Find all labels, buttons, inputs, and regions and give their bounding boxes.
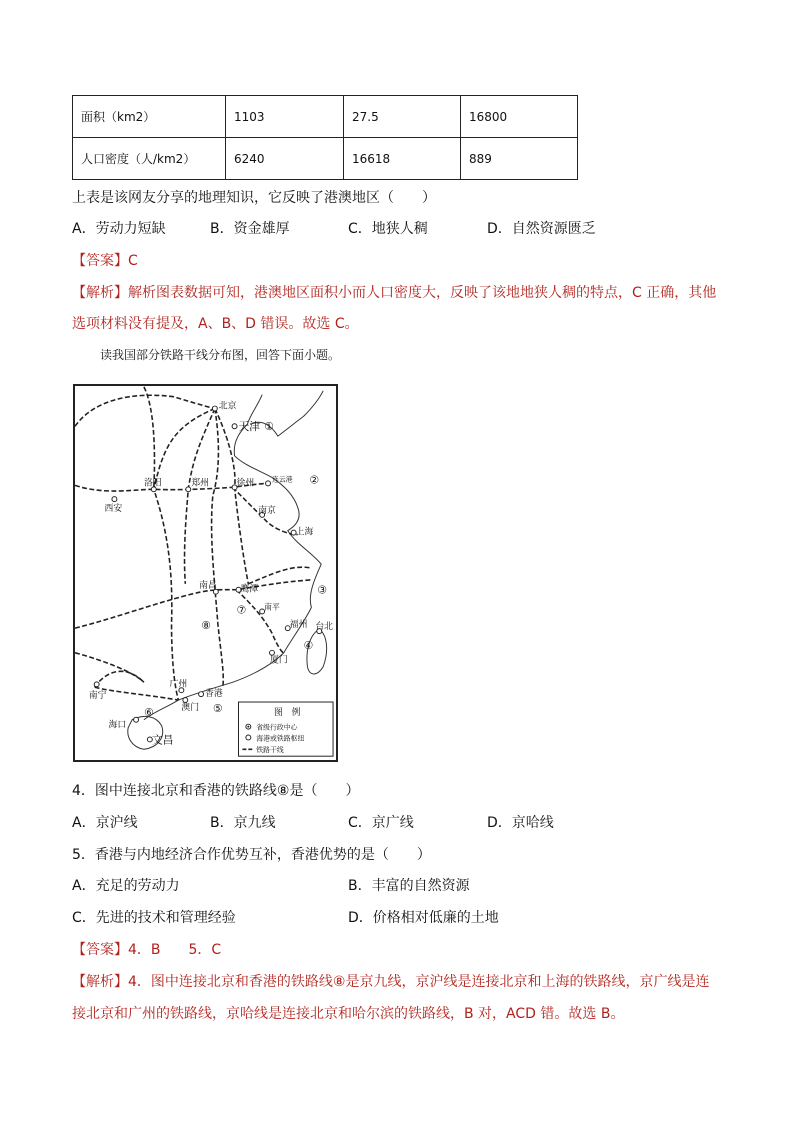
table-cell: 16800 [461,96,578,138]
q3-analysis-line2: 选项材料没有提及，A、B、D 错误。故选 C。 [72,316,359,332]
table-cell: 16618 [344,138,461,180]
legend-title: 图 例 [273,707,301,718]
table-row [73,96,578,138]
city-label-luoyang: 洛阳 [143,478,162,489]
q5-option-b: B．丰富的自然资源 [348,878,470,894]
q5-option-c: C．先进的技术和管理经验 [72,910,236,926]
q45-analysis-line2: 接北京和广州的铁路线，京哈线是连接北京和哈尔滨的铁路线，B 对，ACD 错。故选 B。 [72,1006,625,1022]
table-cell: 889 [461,138,578,180]
city-label-yingtan: 鹰潭 [240,584,259,595]
table-cell: 27.5 [344,96,461,138]
city-label-nanning: 南宁 [88,691,107,702]
railway-map [73,384,338,762]
city-label-guangzhou: 广州 [169,679,188,690]
answer-tag: 【答案】 [72,253,128,269]
city-label-zhengzhou: 郑州 [191,478,209,489]
railway-line [75,395,215,426]
city-label-lianyungang: 连云港 [271,475,293,484]
q3-stem: 上表是该网友分享的地理知识，它反映了港澳地区（ ） [72,190,436,206]
city-label-shanghai: 上海 [295,527,314,538]
table-cell: 1103 [226,96,344,138]
railway-line [237,590,284,653]
marker-1: ① [264,420,274,434]
q3-answer [72,251,138,271]
q3-option-a: A．劳动力短缺 [72,221,166,237]
q45-analysis-line1 [72,972,709,992]
city-label-haikou: 海口 [108,720,127,731]
city-point [94,682,99,687]
analysis-tag: 【解析】 [72,285,128,301]
coastline [144,395,321,720]
city-point [232,424,237,429]
city-point [183,698,188,703]
city-label-xianggang: 香港 [205,689,223,700]
map-legend [238,702,333,756]
marker-3: ③ [317,583,328,597]
q3-option-d: D．自然资源匮乏 [487,221,596,237]
q4-option-b: B．京九线 [210,815,276,831]
city-point [112,497,117,502]
marker-2: ② [309,473,320,487]
marker-7: ⑦ [236,603,247,617]
railway-line [144,387,155,489]
city-label-nanping: 南平 [264,602,280,612]
legend-item-railway: 铁路干线 [256,746,284,755]
analysis-text: 4．图中连接北京和香港的铁路线⑧是京九线，京沪线是连接北京和上海的铁路线，京广线是连 [128,974,710,990]
q5-option-d: D．价格相对低廉的土地 [348,910,499,926]
answer-value: C [128,253,138,269]
q4-option-d: D．京哈线 [487,815,554,831]
q3-option-c: C．地狭人稠 [348,221,428,237]
city-point [199,692,204,697]
city-label-taibei: 台北 [315,622,334,633]
city-point [266,481,271,486]
city-label-nanchang: 南昌 [199,580,217,591]
city-point [134,717,139,722]
answer-value: 4．B 5．C [128,942,222,958]
map-intro: 读我国部分铁路干线分布图，回答下面小题。 [100,348,341,362]
city-point [270,650,275,655]
legend-item-hub: 海港或铁路枢纽 [256,734,305,743]
data-table [72,95,578,180]
city-label-xuzhou: 徐州 [236,478,255,489]
marker-5: ⑤ [212,701,223,715]
marker-8: ⑧ [201,619,211,633]
city-label-wenchang: 文昌 [151,733,174,747]
city-label-beijing: 北京 [218,401,237,412]
q4-option-a: A．京沪线 [72,815,138,831]
marker-4: ④ [303,638,314,652]
q3-option-b: B．资金雄厚 [210,221,290,237]
railway-line [212,409,224,688]
table-row [73,138,578,180]
table-cell: 6240 [226,138,344,180]
railway-line [185,409,215,584]
q5-option-a: A．充足的劳动力 [72,878,180,894]
railway-line [75,653,144,683]
q45-answer [72,940,221,960]
q5-stem: 5．香港与内地经济合作优势互补，香港优势的是（ ） [72,847,431,863]
railway-line [95,671,144,687]
railway-map-svg [75,386,336,760]
city-label-fuzhou: 福州 [289,620,308,631]
table-cell: 面积（km2） [73,96,226,138]
railway-line [95,687,179,700]
answer-tag: 【答案】 [72,942,128,958]
analysis-text: 解析图表数据可知，港澳地区面积小而人口密度大，反映了该地地狭人稠的特点，C 正确，其他 [128,285,717,301]
table-cell: 人口密度（人/km2） [73,138,226,180]
city-label-tianjin: 天津 [238,420,261,434]
railway-line [215,409,248,584]
q4-option-c: C．京广线 [348,815,414,831]
city-label-xian: 西安 [104,503,123,514]
marker-6: ⑥ [143,705,154,719]
city-point [186,487,191,492]
city-label-nanjing: 南京 [258,505,276,516]
q3-analysis-line1 [72,283,716,303]
q4-stem: 4．图中连接北京和香港的铁路线⑧是（ ） [72,783,360,799]
city-point [212,406,217,411]
legend-item-capital: 省级行政中心 [256,723,298,732]
city-label-xiamen: 厦门 [270,655,288,666]
city-label-aomen: 澳门 [181,702,200,713]
analysis-tag: 【解析】 [72,974,128,990]
